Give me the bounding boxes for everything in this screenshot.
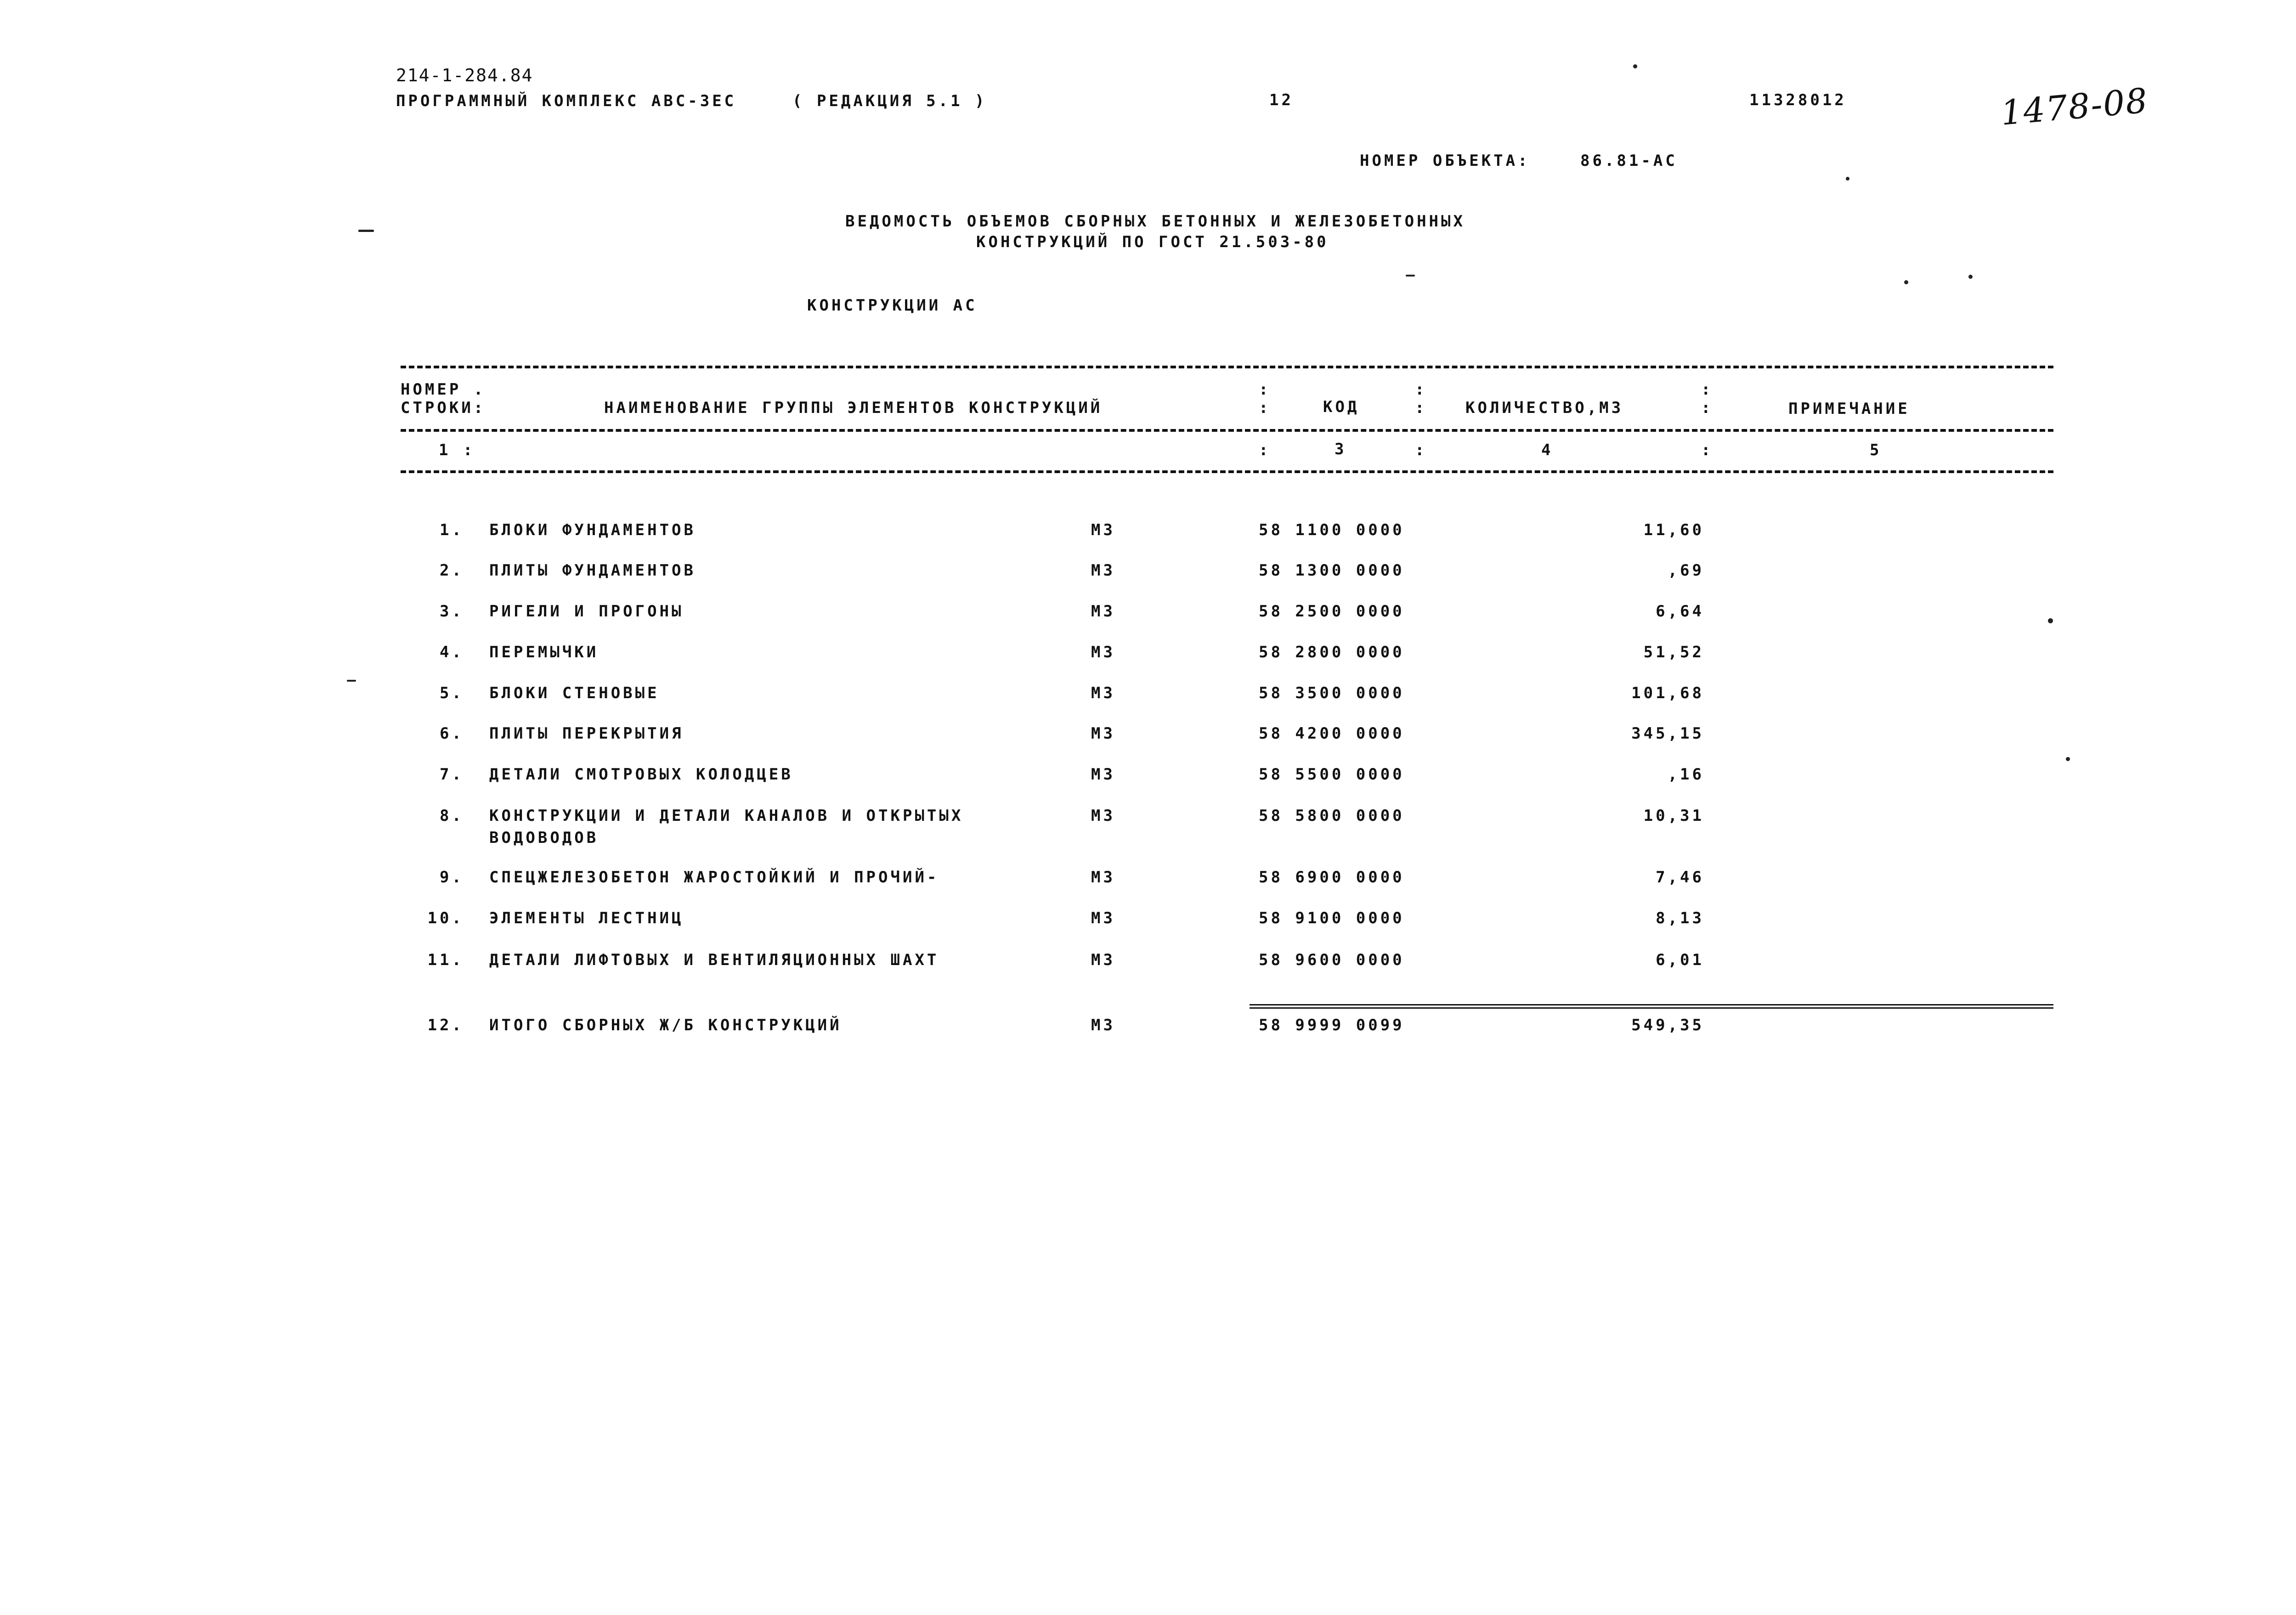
row-unit: М3: [1091, 807, 1115, 825]
row-number: 3.: [440, 602, 464, 621]
row-name: СПЕЦЖЕЛЕЗОБЕТОН ЖАРОСТОЙКИЙ И ПРОЧИЙ-: [489, 868, 939, 887]
header-name: НАИМЕНОВАНИЕ ГРУППЫ ЭЛЕМЕНТОВ КОНСТРУКЦИЙ: [604, 399, 1103, 417]
colnum-5: 5: [1870, 441, 1882, 459]
row-code: 58 5800 0000: [1259, 807, 1405, 825]
table-row: [0, 951, 2296, 973]
scan-speck: [1633, 64, 1637, 68]
row-unit: М3: [1091, 724, 1115, 743]
title-line-2: КОНСТРУКЦИЙ ПО ГОСТ 21.503-80: [976, 233, 1329, 251]
col-sep: :: [1415, 399, 1427, 417]
row-quantity: 11,60: [1643, 521, 1704, 539]
row-name: БЛОКИ ФУНДАМЕНТОВ: [489, 521, 696, 539]
header-code: КОД: [1323, 398, 1360, 416]
handwritten-mark: 1478-08: [1999, 81, 2150, 133]
row-code: 58 9600 0000: [1259, 951, 1405, 969]
row-quantity: 6,64: [1656, 602, 1704, 621]
col-sep: :: [1259, 441, 1271, 459]
scan-speck: [2066, 757, 2070, 761]
row-number: 5.: [440, 684, 464, 702]
row-number: 9.: [440, 868, 464, 887]
row-name: ПЛИТЫ ФУНДАМЕНТОВ: [489, 561, 696, 580]
col-sep: :: [1415, 380, 1427, 399]
row-number: 8.: [440, 807, 464, 825]
table-row: [0, 684, 2296, 706]
total-quantity: 549,35: [1631, 1016, 1704, 1034]
row-name: КОНСТРУКЦИИ И ДЕТАЛИ КАНАЛОВ И ОТКРЫТЫХ: [489, 807, 964, 825]
table-row: [0, 807, 2296, 853]
row-number: 1.: [440, 521, 464, 539]
row-code: 58 2800 0000: [1259, 643, 1405, 661]
total-row: [0, 1016, 2296, 1038]
row-code: 58 1300 0000: [1259, 561, 1405, 580]
row-unit: М3: [1091, 909, 1115, 927]
row-unit: М3: [1091, 765, 1115, 784]
row-code: 58 1100 0000: [1259, 521, 1405, 539]
row-name: ЭЛЕМЕНТЫ ЛЕСТНИЦ: [489, 909, 684, 927]
table-row: [0, 643, 2296, 665]
table-row: [0, 521, 2296, 543]
doc-number: 214-1-284.84: [396, 65, 533, 85]
colnum-4: 4: [1541, 441, 1554, 459]
scan-speck: [2048, 618, 2053, 623]
row-code: 58 6900 0000: [1259, 868, 1405, 887]
total-number: 12.: [427, 1016, 464, 1034]
row-name-continued: ВОДОВОДОВ: [489, 829, 599, 847]
row-quantity: ,16: [1668, 765, 1704, 784]
row-number: 6.: [440, 724, 464, 743]
row-code: 58 2500 0000: [1259, 602, 1405, 621]
total-code: 58 9999 0099: [1259, 1016, 1405, 1034]
header-quantity: КОЛИЧЕСТВО,М3: [1465, 399, 1624, 417]
table-row: [0, 561, 2296, 583]
row-quantity: ,69: [1668, 561, 1704, 580]
header-note: ПРИМЕЧАНИЕ: [1788, 400, 1910, 418]
col-sep: :: [1701, 441, 1714, 459]
total-rule: [1250, 1004, 2053, 1009]
row-number: 2.: [440, 561, 464, 580]
scan-speck: [1904, 280, 1908, 284]
col-sep: :: [1259, 380, 1271, 399]
row-number: 7.: [440, 765, 464, 784]
table-row: [0, 909, 2296, 931]
object-value: 86.81-АС: [1580, 152, 1678, 170]
page-number: 12: [1269, 91, 1294, 109]
edition: ( РЕДАКЦИЯ 5.1 ): [792, 92, 987, 110]
row-name: РИГЕЛИ И ПРОГОНЫ: [489, 602, 684, 621]
section-title: КОНСТРУКЦИИ АС: [807, 296, 978, 315]
table-row: [0, 724, 2296, 746]
title-line-1: ВЕДОМОСТЬ ОБЪЕМОВ СБОРНЫХ БЕТОННЫХ И ЖЕЛЕЗОБЕТОННЫХ: [845, 212, 1465, 231]
sheet-code: 11328012: [1749, 91, 1847, 109]
header-row-number-1: НОМЕР .: [401, 380, 486, 399]
table-rule-header: [401, 429, 2053, 432]
row-name: БЛОКИ СТЕНОВЫЕ: [489, 684, 660, 702]
row-quantity: 10,31: [1643, 807, 1704, 825]
row-quantity: 8,13: [1656, 909, 1704, 927]
row-quantity: 101,68: [1631, 684, 1704, 702]
row-quantity: 7,46: [1656, 868, 1704, 887]
object-label: НОМЕР ОБЪЕКТА:: [1360, 152, 1530, 170]
row-code: 58 5500 0000: [1259, 765, 1405, 784]
header-row-number-2: СТРОКИ:: [401, 399, 486, 417]
row-unit: М3: [1091, 602, 1115, 621]
row-number: 10.: [427, 909, 464, 927]
col-sep: :: [1701, 380, 1714, 399]
scan-speck: [1846, 177, 1849, 181]
col-sep: :: [1259, 399, 1271, 417]
row-unit: М3: [1091, 521, 1115, 539]
row-code: 58 3500 0000: [1259, 684, 1405, 702]
table-rule-top: [401, 366, 2053, 368]
row-code: 58 4200 0000: [1259, 724, 1405, 743]
row-name: ПЛИТЫ ПЕРЕКРЫТИЯ: [489, 724, 684, 743]
row-number: 11.: [427, 951, 464, 969]
table-rule-colnums: [401, 470, 2053, 473]
row-unit: М3: [1091, 868, 1115, 887]
row-unit: М3: [1091, 643, 1115, 661]
row-unit: М3: [1091, 684, 1115, 702]
row-name: ПЕРЕМЫЧКИ: [489, 643, 599, 661]
colnum-3: 3: [1335, 440, 1347, 458]
total-unit: М3: [1091, 1016, 1115, 1034]
scan-speck: [1968, 275, 1973, 279]
row-name: ДЕТАЛИ СМОТРОВЫХ КОЛОДЦЕВ: [489, 765, 793, 784]
col-sep: :: [1415, 441, 1427, 459]
row-unit: М3: [1091, 951, 1115, 969]
row-quantity: 6,01: [1656, 951, 1704, 969]
col-sep: :: [1701, 399, 1714, 417]
colnum-1: 1 :: [439, 441, 475, 459]
row-code: 58 9100 0000: [1259, 909, 1405, 927]
scan-speck: [347, 680, 356, 682]
row-quantity: 345,15: [1631, 724, 1704, 743]
scan-speck: [1406, 275, 1415, 277]
program-name: ПРОГРАММНЫЙ КОМПЛЕКС АВС-ЗЕС: [396, 92, 737, 110]
row-number: 4.: [440, 643, 464, 661]
scan-speck: [358, 230, 374, 232]
table-row: [0, 868, 2296, 890]
table-row: [0, 602, 2296, 624]
row-name: ДЕТАЛИ ЛИФТОВЫХ И ВЕНТИЛЯЦИОННЫХ ШАХТ: [489, 951, 939, 969]
row-unit: М3: [1091, 561, 1115, 580]
total-name: ИТОГО СБОРНЫХ Ж/Б КОНСТРУКЦИЙ: [489, 1016, 842, 1034]
table-row: [0, 765, 2296, 787]
row-quantity: 51,52: [1643, 643, 1704, 661]
